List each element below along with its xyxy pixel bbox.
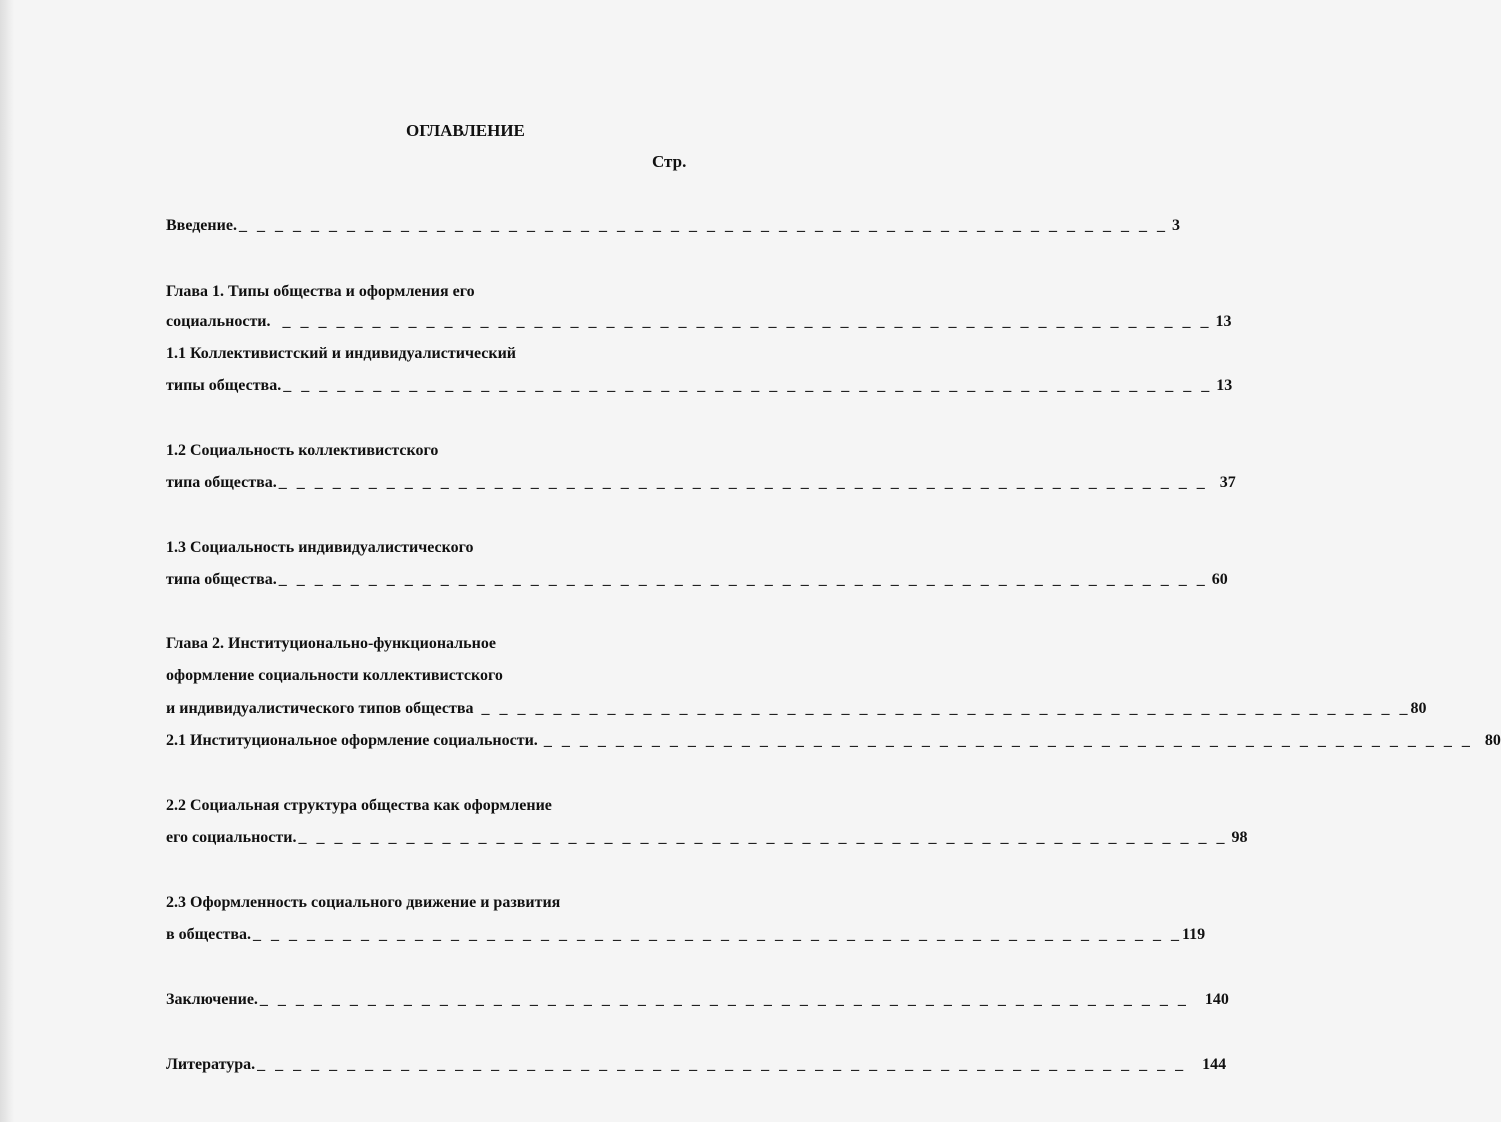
toc-entry-page: 144 [1202,1056,1227,1073]
page-column-label: Стр. [652,152,687,171]
dot-leader: _ _ _ _ _ _ _ _ _ _ _ _ _ _ _ _ _ _ _ _ _ _ _ _ _ _ _ _ _ _ _ _ _ _ _ _ _ _ _ _ _ _ _ _ _ _ _ _ _ _ _ _ [282,313,1212,330]
toc-title: ОГЛАВЛЕНИЕ [406,121,525,140]
toc-entry-label: 2.1 Институциональное оформление социальности. [166,732,538,749]
toc-entry-page: 119 [1182,926,1206,943]
toc-entry-section-2-2 [166,828,1248,848]
dot-leader: _ _ _ _ _ _ _ _ _ _ _ _ _ _ _ _ _ _ _ _ _ _ _ _ _ _ _ _ _ _ _ _ _ _ _ _ _ _ _ _ _ _ _ _ _ _ _ _ _ _ _ _ [253,926,1183,943]
toc-entry-label: Заключение. [166,991,258,1008]
toc-entry-page: 80 [1410,700,1427,717]
toc-entry-label: типа общества. [166,571,277,588]
toc-entry-section-2-3 [166,925,1206,945]
toc-entry-label: в общества. [166,926,252,943]
toc-section-2-3-heading: 2.3 Оформленность социального движение и развития [166,894,561,911]
dot-leader: _ _ _ _ _ _ _ _ _ _ _ _ _ _ _ _ _ _ _ _ _ _ _ _ _ _ _ _ _ _ _ _ _ _ _ _ _ _ _ _ _ _ _ _ _ _ _ _ _ _ _ _ [278,474,1208,491]
toc-entry-label: его социальности. [166,829,297,846]
toc-entry-page: 13 [1215,313,1232,330]
dot-leader: _ _ _ _ _ _ _ _ _ _ _ _ _ _ _ _ _ _ _ _ _ _ _ _ _ _ _ _ _ _ _ _ _ _ _ _ _ _ _ _ _ _ _ _ _ _ _ _ _ _ _ _ [298,829,1228,846]
toc-entry-label: и индивидуалистического типов общества [166,700,474,717]
toc-entry-chapter-1 [166,312,1232,332]
toc-entry-page: 98 [1231,829,1248,846]
toc-entry-label: типы общества. [166,377,282,394]
toc-entry-page: 37 [1219,474,1236,491]
dot-leader: _ _ _ _ _ _ _ _ _ _ _ _ _ _ _ _ _ _ _ _ _ _ _ _ _ _ _ _ _ _ _ _ _ _ _ _ _ _ _ _ _ _ _ _ _ _ _ _ _ _ _ _ [259,991,1189,1008]
toc-chapter-2-heading-line2: оформление социальности коллективистского [166,667,503,684]
toc-entry-page: 140 [1204,991,1229,1008]
toc-entry-section-1-1 [166,376,1233,396]
toc-section-1-2-heading: 1.2 Социальность коллективистского [166,442,439,459]
toc-entry-conclusion [166,990,1229,1010]
toc-entry-section-1-3 [166,570,1228,590]
toc-entry-page: 13 [1216,377,1233,394]
toc-entry-section-2-1 [166,731,1501,751]
toc-section-1-3-heading: 1.3 Социальность индивидуалистического [166,539,474,556]
toc-entry-page: 3 [1171,217,1180,234]
toc-entry-label: Литература. [166,1056,256,1073]
dot-leader: _ _ _ _ _ _ _ _ _ _ _ _ _ _ _ _ _ _ _ _ _ _ _ _ _ _ _ _ _ _ _ _ _ _ _ _ _ _ _ _ _ _ _ _ _ _ _ _ _ _ _ _ [257,1056,1187,1073]
toc-entry-section-1-2 [166,473,1236,493]
dot-leader: _ _ _ _ _ _ _ _ _ _ _ _ _ _ _ _ _ _ _ _ _ _ _ _ _ _ _ _ _ _ _ _ _ _ _ _ _ _ _ _ _ _ _ _ _ _ _ _ _ _ _ _ [283,377,1213,394]
dot-leader: _ _ _ _ _ _ _ _ _ _ _ _ _ _ _ _ _ _ _ _ _ _ _ _ _ _ _ _ _ _ _ _ _ _ _ _ _ _ _ _ _ _ _ _ _ _ _ _ _ _ _ _ [481,700,1411,717]
toc-entry-intro [166,216,1180,236]
scan-edge-shadow [0,0,14,1122]
toc-entry-chapter-2 [166,699,1427,719]
dot-leader: _ _ _ _ _ _ _ _ _ _ _ _ _ _ _ _ _ _ _ _ _ _ _ _ _ _ _ _ _ _ _ _ _ _ _ _ _ _ _ _ _ _ _ _ _ _ _ _ _ _ _ _ [543,732,1473,749]
dot-leader: _ _ _ _ _ _ _ _ _ _ _ _ _ _ _ _ _ _ _ _ _ _ _ _ _ _ _ _ _ _ _ _ _ _ _ _ _ _ _ _ _ _ _ _ _ _ _ _ _ _ _ _ [238,217,1168,234]
toc-entry-literature [166,1055,1227,1075]
toc-section-2-2-heading: 2.2 Социальная структура общества как оформление [166,797,552,814]
toc-entry-label: Введение. [166,217,237,234]
toc-entry-page: 60 [1211,571,1228,588]
dot-leader: _ _ _ _ _ _ _ _ _ _ _ _ _ _ _ _ _ _ _ _ _ _ _ _ _ _ _ _ _ _ _ _ _ _ _ _ _ _ _ _ _ _ _ _ _ _ _ _ _ _ _ _ [278,571,1208,588]
toc-entry-label: типа общества. [166,474,277,491]
toc-section-1-1-heading: 1.1 Коллективистский и индивидуалистический [166,345,517,362]
toc-entry-page: 80 [1484,732,1501,749]
toc-chapter-2-heading: Глава 2. Институционально-функциональное [166,635,496,652]
toc-entry-label: социальности. [166,313,271,330]
toc-chapter-1-heading: Глава 1. Типы общества и оформления его [166,283,475,300]
